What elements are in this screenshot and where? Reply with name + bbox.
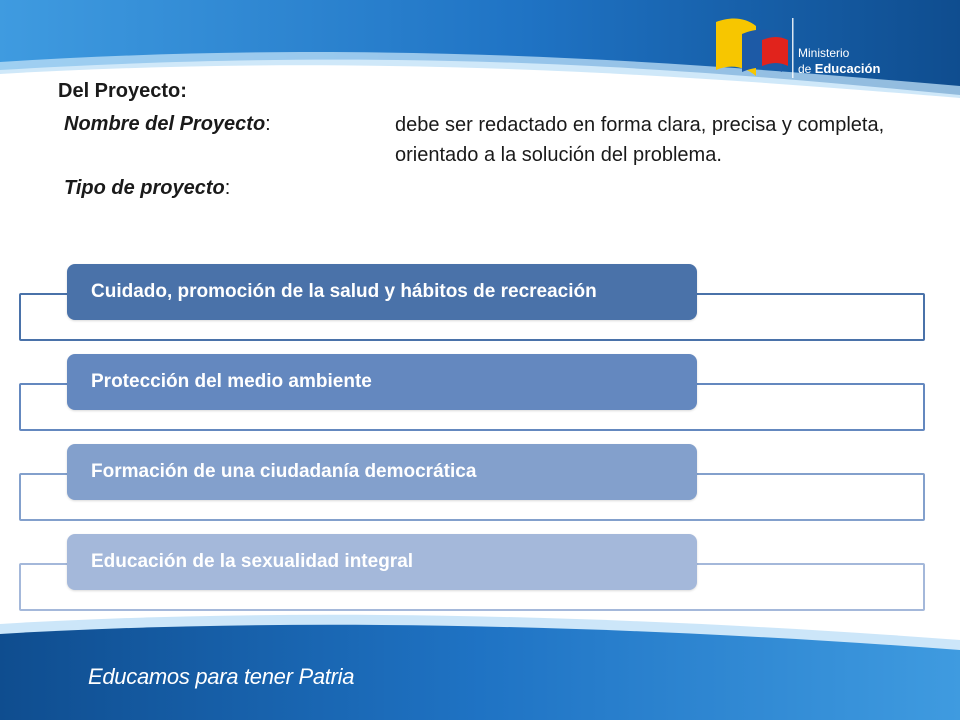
logo-line2-prefix: de — [798, 62, 815, 76]
project-type-1: Cuidado, promoción de la salud y hábitos de recreación — [67, 264, 697, 320]
footer-band — [0, 600, 960, 720]
field-label-tipo-colon: : — [224, 177, 231, 199]
field-label-tipo-text: Tipo de proyecto — [64, 177, 225, 199]
project-type-4: Educación de la sexualidad integral — [67, 534, 697, 590]
logo-line1: Ministerio — [798, 46, 850, 60]
field-label-nombre-text: Nombre del Proyecto — [64, 113, 266, 135]
logo-line2-bold: Educación — [814, 61, 881, 76]
project-type-3: Formación de una ciudadanía democrática — [67, 444, 697, 500]
footer-tagline: Educamos para tener Patria — [88, 664, 355, 689]
ministerio-logo-text — [798, 46, 880, 77]
field-label-tipo — [64, 177, 230, 200]
project-type-2: Protección del medio ambiente — [67, 354, 697, 410]
field-label-nombre — [64, 113, 271, 136]
project-name-description: debe ser redactado en forma clara, precisa y completa, orientado a la solución del problema. — [395, 114, 885, 166]
section-heading: Del Proyecto: — [58, 80, 187, 102]
field-label-nombre-colon: : — [265, 113, 271, 135]
logo-line2 — [798, 61, 880, 77]
